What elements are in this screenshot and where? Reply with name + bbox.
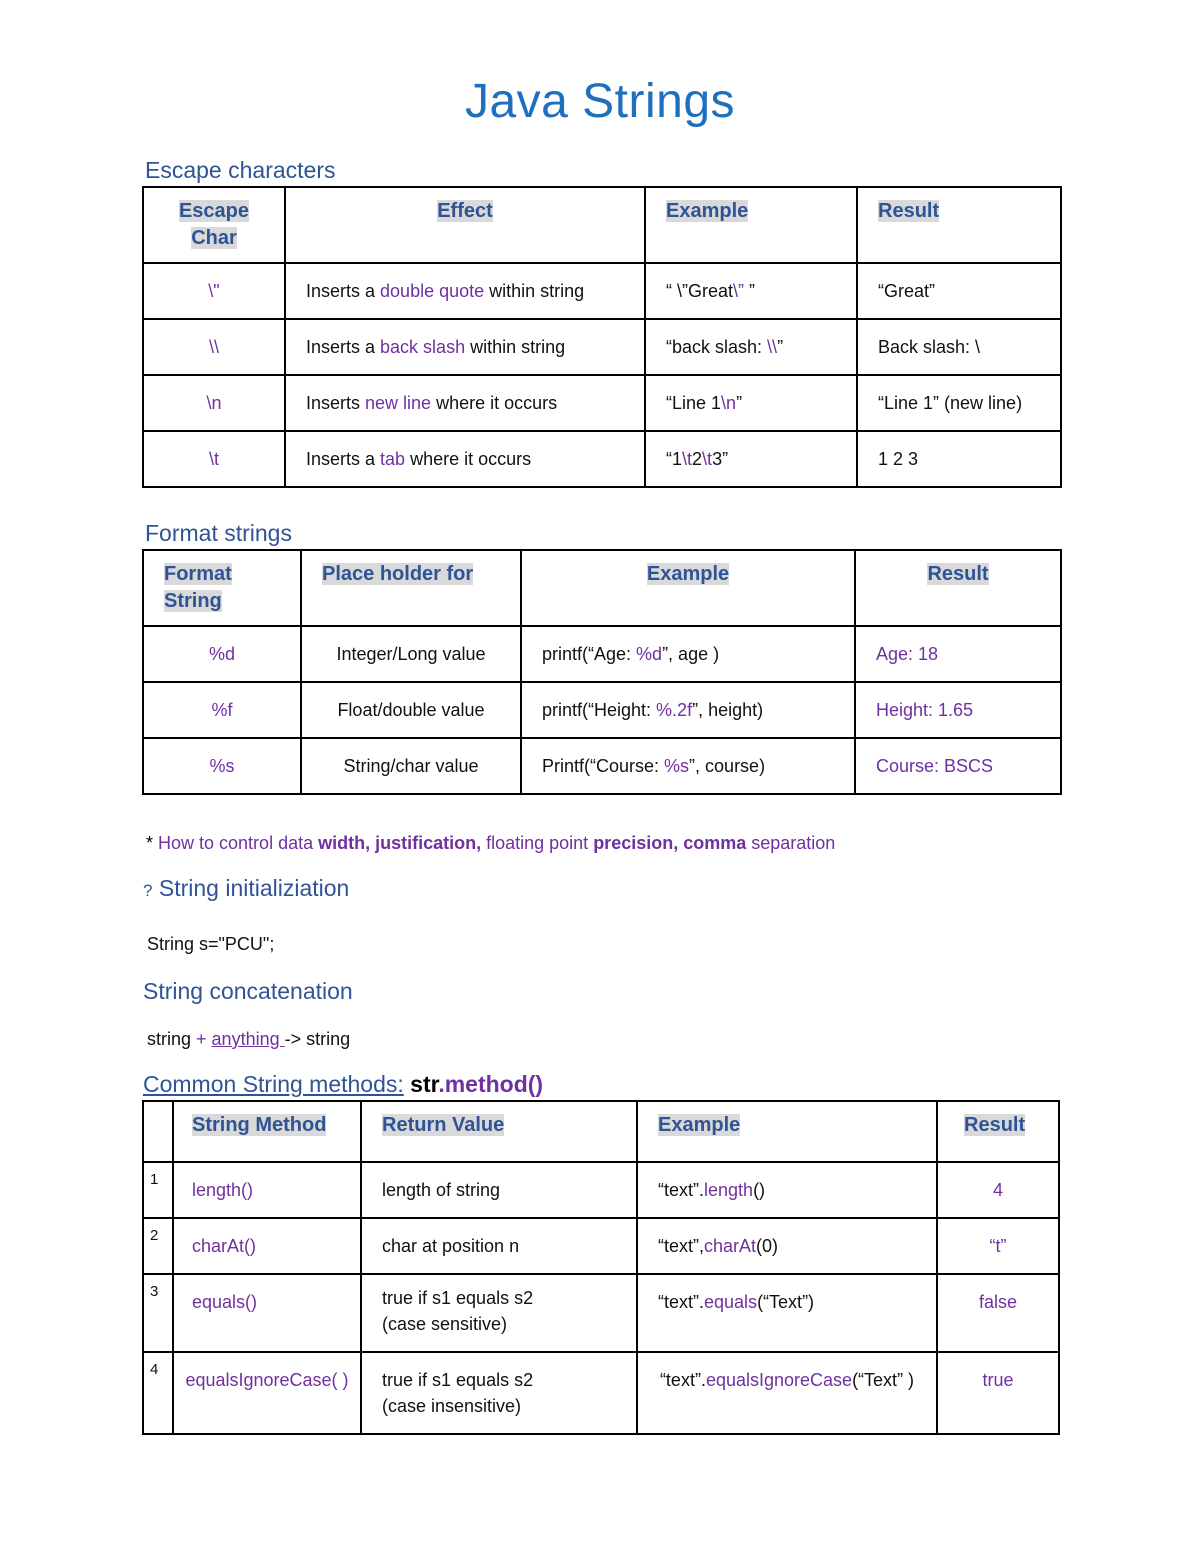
format-example: printf(“Height: %.2f”, height) bbox=[521, 682, 855, 738]
row-number: 1 bbox=[143, 1162, 173, 1218]
format-note: * How to control data width, justification, floating point precision, comma separation bbox=[146, 833, 836, 853]
method-result: true bbox=[937, 1352, 1059, 1434]
concat-code: string + anything -> string bbox=[147, 1029, 351, 1049]
col-header: Escape Char bbox=[178, 200, 250, 249]
table-row bbox=[143, 431, 1061, 487]
escape-effect: Inserts new line where it occurs bbox=[285, 375, 645, 431]
methods-table bbox=[142, 1100, 1060, 1435]
table-row bbox=[143, 375, 1061, 431]
col-header: Example bbox=[666, 200, 749, 222]
table-row bbox=[143, 1162, 1059, 1218]
col-header: String Method bbox=[192, 1114, 327, 1136]
format-specifier: %s bbox=[143, 738, 301, 794]
escape-example: “back slash: \\” bbox=[645, 319, 857, 375]
init-heading: ? String initializiation bbox=[143, 875, 350, 901]
question-mark-icon: ? bbox=[143, 881, 153, 900]
escape-header-row bbox=[143, 187, 1061, 263]
method-result: false bbox=[937, 1274, 1059, 1352]
method-name: equalsIgnoreCase( ) bbox=[173, 1352, 361, 1434]
table-row bbox=[143, 682, 1061, 738]
table-row bbox=[143, 1352, 1059, 1434]
method-return: length of string bbox=[361, 1162, 637, 1218]
escape-char: \" bbox=[143, 263, 285, 319]
method-example: “text”.equals(“Text”) bbox=[637, 1274, 937, 1352]
escape-effect: Inserts a back slash within string bbox=[285, 319, 645, 375]
col-header: Return Value bbox=[382, 1114, 505, 1136]
format-example: printf(“Age: %d”, age ) bbox=[521, 626, 855, 682]
method-return: true if s1 equals s2 (case sensitive) bbox=[361, 1274, 637, 1352]
col-header: Result bbox=[964, 1114, 1026, 1136]
escape-result: Back slash: \ bbox=[857, 319, 1061, 375]
method-return: char at position n bbox=[361, 1218, 637, 1274]
methods-heading: Common String methods: str.method() bbox=[143, 1071, 544, 1097]
escape-char: \\ bbox=[143, 319, 285, 375]
col-header: Format String bbox=[164, 563, 232, 612]
col-header: Example bbox=[658, 1114, 741, 1136]
escape-result: 1 2 3 bbox=[857, 431, 1061, 487]
method-example: “text”,charAt(0) bbox=[637, 1218, 937, 1274]
format-heading: Format strings bbox=[145, 520, 292, 546]
escape-effect: Inserts a double quote within string bbox=[285, 263, 645, 319]
method-return: true if s1 equals s2 (case insensitive) bbox=[361, 1352, 637, 1434]
escape-example: “1\t2\t3” bbox=[645, 431, 857, 487]
escape-heading: Escape characters bbox=[145, 157, 336, 183]
method-result: 4 bbox=[937, 1162, 1059, 1218]
format-table bbox=[142, 549, 1062, 795]
method-example: “text”.equalsIgnoreCase(“Text” ) bbox=[637, 1352, 937, 1434]
row-number: 2 bbox=[143, 1218, 173, 1274]
col-header: Example bbox=[646, 563, 730, 585]
method-name: equals() bbox=[173, 1274, 361, 1352]
format-specifier: %f bbox=[143, 682, 301, 738]
format-example: Printf(“Course: %s”, course) bbox=[521, 738, 855, 794]
table-row bbox=[143, 626, 1061, 682]
escape-result: “Great” bbox=[857, 263, 1061, 319]
method-example: “text”.length() bbox=[637, 1162, 937, 1218]
init-code: String s="PCU"; bbox=[147, 934, 275, 954]
row-number: 4 bbox=[143, 1352, 173, 1434]
escape-result: “Line 1” (new line) bbox=[857, 375, 1061, 431]
table-row bbox=[143, 1218, 1059, 1274]
col-header: Result bbox=[927, 563, 989, 585]
format-result: Course: BSCS bbox=[855, 738, 1061, 794]
escape-example: “ \”Great\” ” bbox=[645, 263, 857, 319]
concat-heading: String concatenation bbox=[143, 978, 353, 1004]
table-row bbox=[143, 738, 1061, 794]
method-name: length() bbox=[173, 1162, 361, 1218]
escape-example: “Line 1\n” bbox=[645, 375, 857, 431]
escape-effect: Inserts a tab where it occurs bbox=[285, 431, 645, 487]
page-title: Java Strings bbox=[464, 75, 736, 128]
format-holder: String/char value bbox=[301, 738, 521, 794]
format-header-row bbox=[143, 550, 1061, 626]
method-result: “t” bbox=[937, 1218, 1059, 1274]
escape-table bbox=[142, 186, 1062, 488]
table-row bbox=[143, 263, 1061, 319]
col-header: Result bbox=[878, 200, 940, 222]
methods-header-row bbox=[143, 1101, 1059, 1162]
row-number: 3 bbox=[143, 1274, 173, 1352]
escape-char: \n bbox=[143, 375, 285, 431]
table-row bbox=[143, 319, 1061, 375]
format-result: Age: 18 bbox=[855, 626, 1061, 682]
col-header: Place holder for bbox=[322, 563, 474, 585]
format-result: Height: 1.65 bbox=[855, 682, 1061, 738]
format-specifier: %d bbox=[143, 626, 301, 682]
table-row bbox=[143, 1274, 1059, 1352]
method-name: charAt() bbox=[173, 1218, 361, 1274]
col-header: Effect bbox=[437, 200, 493, 222]
format-holder: Float/double value bbox=[301, 682, 521, 738]
format-holder: Integer/Long value bbox=[301, 626, 521, 682]
escape-char: \t bbox=[143, 431, 285, 487]
